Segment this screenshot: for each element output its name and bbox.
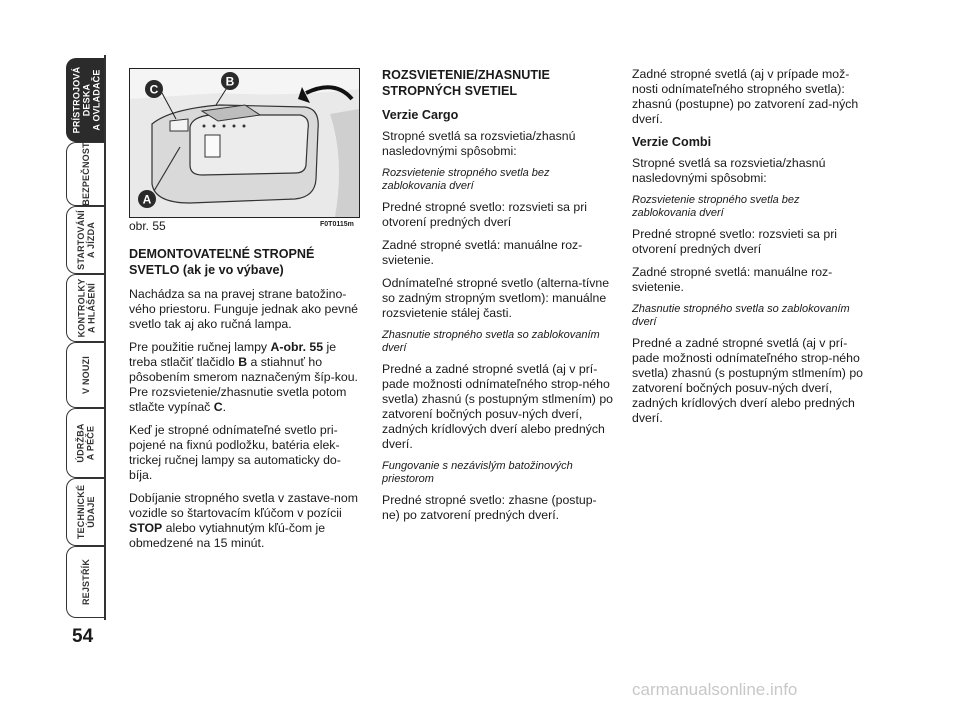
paragraph: Predné a zadné stropné svetlá (aj v prí-pade možnosti odnímateľného strop-ného svetla) zhasnú (s postupným stlmením) po zatvorení bočných posuv-ných dverí, zadných krídlových dverí alebo predných dverí. xyxy=(632,336,863,425)
heading-line: SVETLO (ak je vo výbave) xyxy=(129,263,284,277)
tab-v-nouzi[interactable] xyxy=(66,342,105,408)
heading-line: ROZSVIETENIE/ZHASNUTIE xyxy=(382,68,550,82)
page-number: 54 xyxy=(72,626,94,647)
section-heading-ceiling-lights xyxy=(382,67,613,99)
tab-kontrolky[interactable] xyxy=(66,274,105,342)
tab-startovani[interactable] xyxy=(66,206,105,274)
tab-technicke-udaje[interactable] xyxy=(66,478,105,546)
tab-label: BEZPEČNOST xyxy=(81,142,92,206)
paragraph: Pre použitie ručnej lampy A-obr. 55 je treba stlačiť tlačidlo B a stiahnuť ho pôsobením smerom naznačeným šíp-kou. Pre rozsvietenie/zhasnutie svetla potom stlačte vypínač C. xyxy=(129,340,358,414)
paragraph: Predné stropné svetlo: rozsvieti sa pri otvorení predných dverí xyxy=(382,200,588,229)
tab-label: V NOUZI xyxy=(81,356,91,394)
heading-line: STROPNÝCH SVETIEL xyxy=(382,84,518,98)
paragraph: Dobíjanie stropného svetla v zastave-nom vozidle so štartovacím kľúčom v pozícii STOP alebo vytiahnutým kľú-čom je obmedzené na 15 minút. xyxy=(129,491,358,550)
ceiling-lamp-illustration xyxy=(130,69,359,217)
subheading-cargo: Verzie Cargo xyxy=(382,108,459,122)
paragraph: Odnímateľné stropné svetlo (alterna-tívne so zadným stropným svetlom): manuálne rozsvietenie stálej časti. xyxy=(382,276,610,320)
paragraph: Keď je stropné odnímateľné svetlo pri-pojené na fixnú podložku, batéria elek-trickej ručnej lampy sa automaticky do-bíja. xyxy=(129,423,341,482)
tab-label: KONTROLKY A HLÁŠENÍ xyxy=(76,278,96,338)
paragraph: Zadné stropné svetlá (aj v prípade mož-nosti odnímateľného stropného svetla): zhasnú (postupne) po zatvorení zad-ných dverí. xyxy=(632,67,859,126)
figure-label-c: C xyxy=(149,82,159,97)
figure-code: F0T0115m xyxy=(320,221,354,228)
paragraph: Zadné stropné svetlá: manuálne roz-svietenie. xyxy=(632,265,833,294)
paragraph: Zadné stropné svetlá: manuálne roz-svietenie. xyxy=(382,238,583,267)
italic-subheading: Zhasnutie stropného svetla so zablokovaním dverí xyxy=(382,329,600,354)
tab-pristrojova-deska[interactable] xyxy=(66,58,105,142)
figure-label-a: A xyxy=(142,192,152,207)
paragraph: Predné stropné svetlo: rozsvieti sa pri otvorení predných dverí xyxy=(632,227,838,256)
tab-label: PRÍSTROJOVÁ DESKA A OVLADAČE xyxy=(71,66,101,134)
sidebar-divider xyxy=(104,55,106,620)
figure-caption: obr. 55 xyxy=(129,219,166,233)
italic-subheading: Rozsvietenie stropného svetla bez zablokovania dverí xyxy=(632,194,800,219)
tab-rejstrik[interactable] xyxy=(66,546,105,618)
italic-subheading: Rozsvietenie stropného svetla bez zablokovania dverí xyxy=(382,167,550,192)
tab-label: ÚDRŽBA A PÉČE xyxy=(76,423,97,463)
heading-line: DEMONTOVATEĽNÉ STROPNÉ xyxy=(129,247,315,261)
paragraph: Predné stropné svetlo: zhasne (postup-ne) po zatvorení predných dverí. xyxy=(382,493,597,522)
subheading-combi: Verzie Combi xyxy=(632,135,712,149)
paragraph: Stropné svetlá sa rozsvietia/zhasnú nasledovnými spôsobmi: xyxy=(632,156,826,185)
column-2 xyxy=(382,67,613,531)
column-3 xyxy=(632,67,863,434)
tab-udrzba[interactable] xyxy=(66,408,105,478)
italic-subheading: Zhasnutie stropného svetla so zablokovaním dverí xyxy=(632,303,850,328)
tab-label: REJSTŘÍK xyxy=(81,558,92,606)
figure-label-b: B xyxy=(225,74,235,89)
figure-ceiling-lamp xyxy=(129,68,360,218)
paragraph: Stropné svetlá sa rozsvietia/zhasnú nasledovnými spôsobmi: xyxy=(382,129,576,158)
tab-bezpecnost[interactable] xyxy=(66,142,105,206)
section-heading-removable-lamp xyxy=(129,246,360,278)
paragraph: Nachádza sa na pravej strane batožino-vého priestoru. Funguje jednak ako pevné svetlo tak aj ako ručná lampa. xyxy=(129,287,359,331)
tab-label: TECHNICKÉ ÚDAJE xyxy=(76,484,96,540)
paragraph: Predné a zadné stropné svetlá (aj v prí-pade možnosti odnímateľného strop-ného svetla) zhasnú (s postupným stlmením) po zatvorení bočných posuv-ných dverí, zadných krídlových dverí alebo predných dverí. xyxy=(382,362,613,451)
column-1 xyxy=(129,246,360,559)
watermark: carmanualsonline.info xyxy=(632,680,798,699)
tab-label: STARTOVÁNÍ A JÍZDA xyxy=(76,210,97,270)
italic-subheading: Fungovanie s nezávislým batožinových priestorom xyxy=(382,460,573,485)
